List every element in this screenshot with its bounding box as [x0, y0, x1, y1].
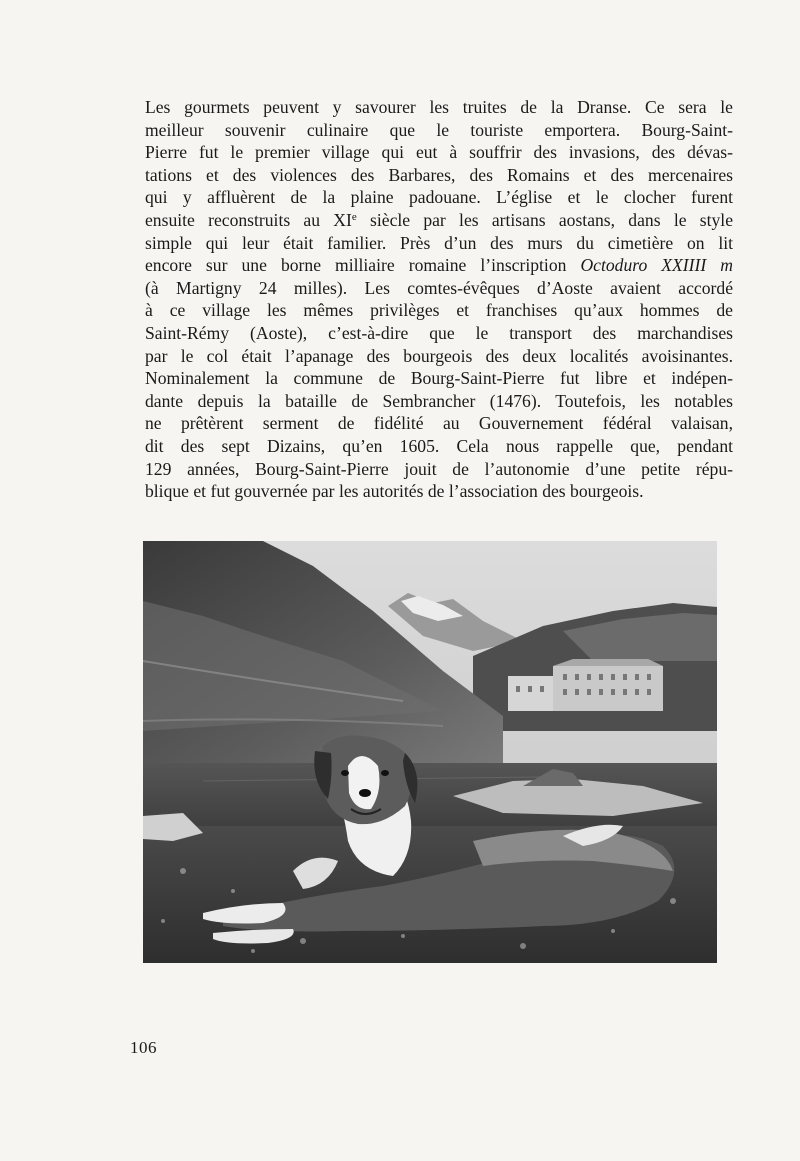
- photograph-dog-lake-hospice: [143, 541, 717, 963]
- text-segment: encore sur une borne milliaire romaine l’inscription: [145, 255, 581, 276]
- text-line: blique et fut gouvernée par les autorités de l’association des bourgeois.: [145, 481, 644, 502]
- text-line: ne prêtèrent serment de fidélité au Gouvernement fédéral valaisan,: [145, 413, 733, 434]
- text-line: dit des sept Dizains, qu’en 1605. Cela nous rappelle que, pendant: [145, 435, 733, 456]
- text-line: par le col était l’apanage des bourgeois des deux localités avoisinantes.: [145, 345, 733, 366]
- body-paragraph: [145, 96, 733, 503]
- superscript: e: [351, 210, 357, 223]
- page-number: 106: [130, 1038, 157, 1057]
- photo-illustration: [143, 541, 717, 963]
- text-line: tations et des violences des Barbares, des Romains et des mercenaires: [145, 164, 733, 185]
- text-segment: siècle par les artisans aostans, dans le style: [356, 209, 733, 230]
- text-segment: ensuite reconstruits au XI: [145, 209, 352, 230]
- text-line: simple qui leur était familier. Près d’un des murs du cimetière on lit: [145, 232, 733, 253]
- text-line: [145, 254, 733, 277]
- text-line: à ce village les mêmes privilèges et franchises qu’aux hommes de: [145, 300, 733, 321]
- text-line: Pierre fut le premier village qui eut à souffrir des invasions, des dévas-: [145, 142, 733, 163]
- text-line: Les gourmets peuvent y savourer les truites de la Dranse. Ce sera le: [145, 97, 733, 117]
- text-line: Saint-Rémy (Aoste), c’est-à-dire que le transport des marchandises: [145, 322, 733, 343]
- text-line: (à Martigny 24 milles). Les comtes-évêques d’Aoste avaient accordé: [145, 277, 733, 298]
- text-line: qui y affluèrent de la plaine padouane. L’église et le clocher furent: [145, 187, 733, 208]
- inscription-italic: Octoduro XXIIII m: [580, 255, 733, 276]
- text-line: [145, 209, 733, 232]
- text-line: dante depuis la bataille de Sembrancher (1476). Toutefois, les notables: [145, 390, 733, 411]
- text-line: 129 années, Bourg-Saint-Pierre jouit de l’autonomie d’une petite répu-: [145, 458, 733, 479]
- text-line: Nominalement la commune de Bourg-Saint-Pierre fut libre et indépen-: [145, 368, 733, 389]
- text-line: meilleur souvenir culinaire que le touriste emportera. Bourg-Saint-: [145, 119, 733, 140]
